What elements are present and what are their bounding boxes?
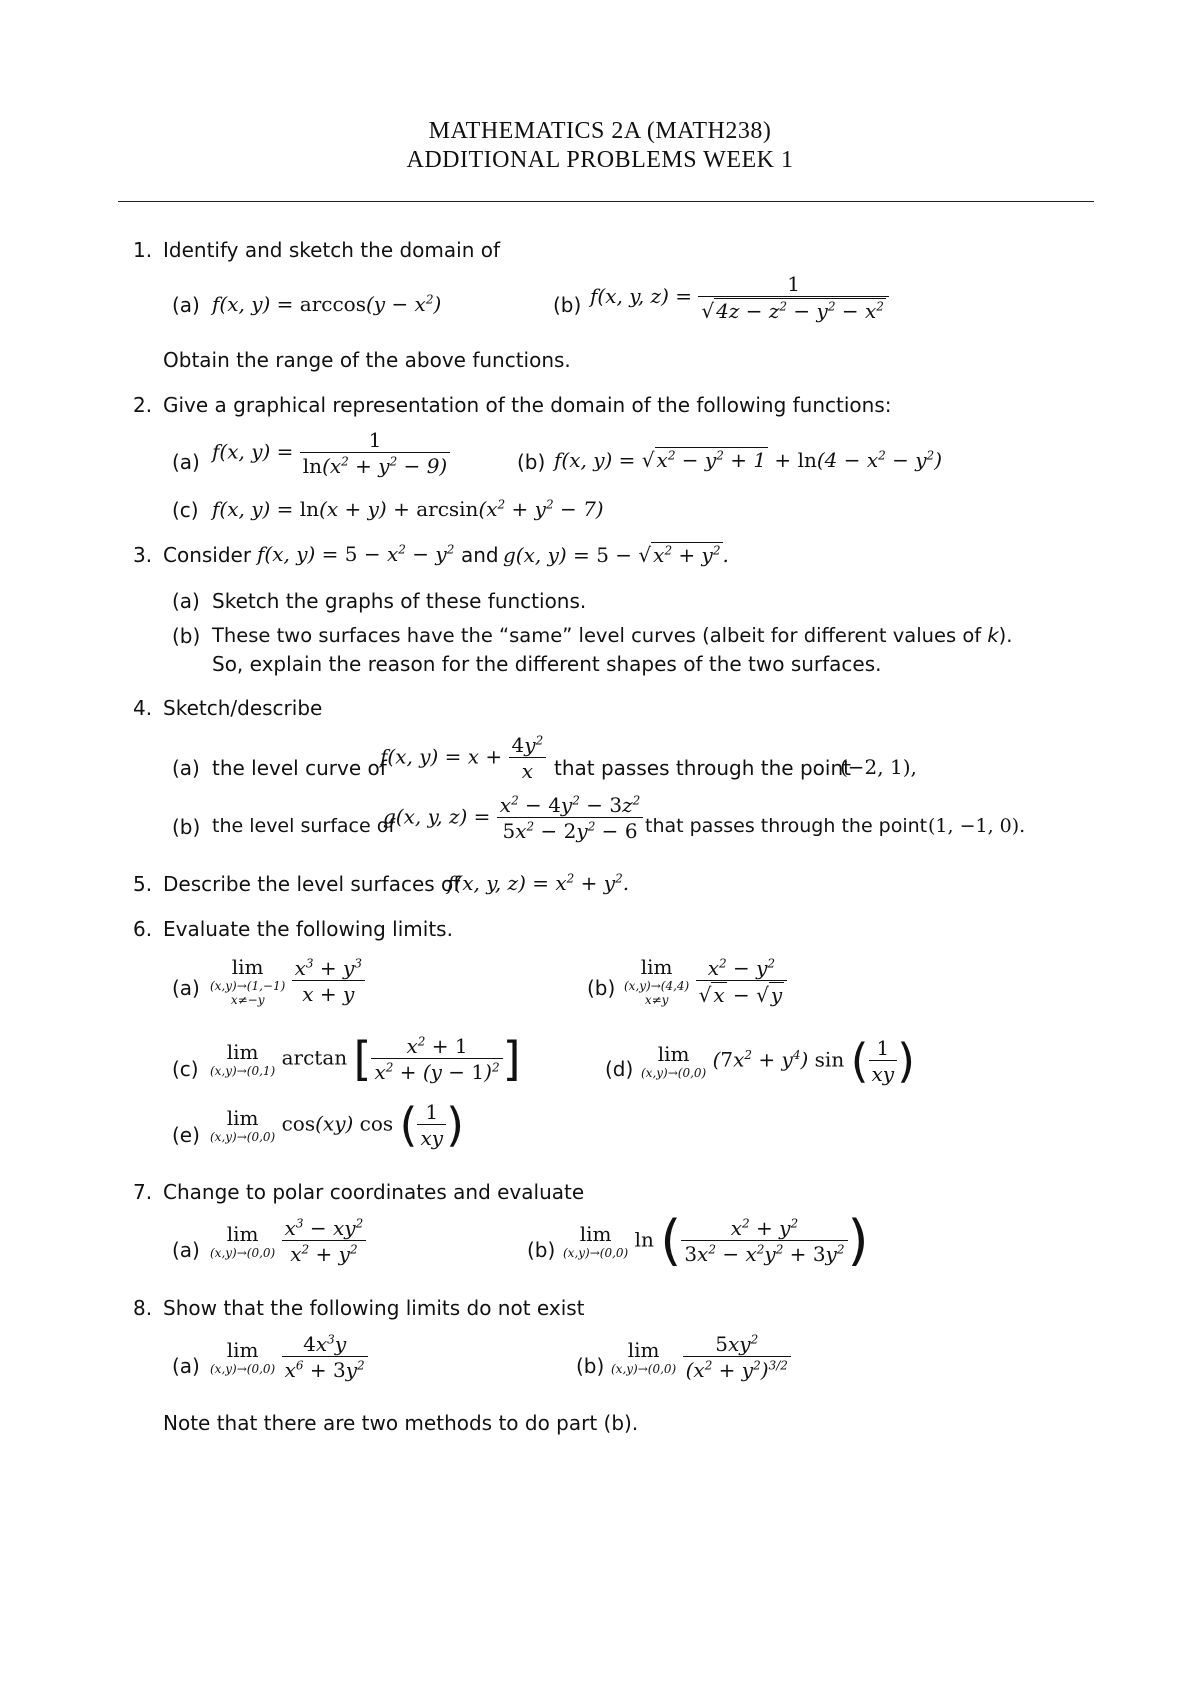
page-subtitle: ADDITIONAL PROBLEMS WEEK 1 (406, 147, 794, 173)
problem-4a-label: (a) (172, 756, 200, 780)
problem-2a-label: (a) (172, 450, 200, 474)
problem-7b-label: (b) (527, 1238, 556, 1262)
problem-3-formula-g: g(x, y) = 5 − √ $x^2 + y^2$ . (503, 543, 729, 567)
problem-4a-pre: the level curve of (212, 756, 387, 780)
problem-6-text: Evaluate the following limits. (163, 917, 453, 941)
problem-4b-post: that passes through the point (645, 815, 928, 837)
problem-3b-text-line2: So, explain the reason for the different shapes of the two surfaces. (212, 652, 882, 676)
problem-5-text: Describe the level surfaces of (163, 872, 461, 896)
problem-3a-text: Sketch the graphs of these functions. (212, 589, 587, 613)
problem-8b-formula: lim (x,y)→(0,0) $\frac{5xy^2}{(x^2 + y^2)^{3/2}}$ (611, 1332, 791, 1382)
problem-2-number: 2. (133, 393, 153, 417)
problem-6d-formula: lim (x,y)→(0,0) $(7x^2 + y^4)$ sin ( $\frac{1}{xy}$ ) (641, 1034, 916, 1088)
problem-8a-formula: lim (x,y)→(0,0) $\frac{4x^3y}{x^6 + 3y^2}$ (210, 1332, 368, 1382)
header-divider (118, 201, 1094, 202)
problem-8a-label: (a) (172, 1354, 200, 1378)
problem-6-number: 6. (133, 917, 153, 941)
problem-8-number: 8. (133, 1296, 153, 1320)
problem-1-text: Identify and sketch the domain of (163, 238, 501, 262)
problem-3-text: Consider (163, 543, 252, 567)
problem-7-number: 7. (133, 1180, 153, 1204)
problem-6e-formula: lim (x,y)→(0,0) cos(xy) cos ( $\frac{1}{xy}$ ) (210, 1098, 465, 1152)
problem-1-number: 1. (133, 238, 153, 262)
problem-8-note: Note that there are two methods to do part (b). (163, 1411, 639, 1435)
problem-8b-label: (b) (576, 1354, 605, 1378)
problem-6a-label: (a) (172, 976, 200, 1000)
problem-2b-formula: f(x, y) = √ $x^2 - y^2 + 1 + \ln(4 - x^2 - y^2)$ (554, 448, 942, 472)
problem-5-formula: f(x, y, $z) = x^2 + y^2$. (447, 871, 630, 895)
problem-4-text: Sketch/describe (163, 696, 323, 720)
problem-4b-label: (b) (172, 815, 201, 839)
problem-3-formula-f: f(x, $y) = 5 - x^2 - y^2$ (257, 542, 455, 566)
problem-6a-formula: lim (x,y)→(1,−1) x≠−y $\frac{x^3 + y^3}{x + y}$ (210, 955, 365, 1007)
problem-1b-formula: f(x, y, z) = $\frac{1}{√ 4z - z^2 - y^2 - x^2}$ (590, 272, 889, 323)
problem-4b-point: (1, −1, 0). (928, 815, 1026, 837)
problem-4a-point: (−2, 1), (840, 755, 917, 779)
problem-7a-formula: lim (x,y)→(0,0) $\frac{x^3 - xy^2}{x^2 + y^2}$ (210, 1216, 366, 1266)
problem-6b-label: (b) (587, 976, 616, 1000)
problem-3b-text-line1: These two surfaces have the “same” level curves (albeit for different values of k). (212, 624, 1013, 647)
problem-1b-label: (b) (553, 293, 582, 317)
problem-6d-label: (d) (605, 1057, 634, 1081)
problem-5-number: 5. (133, 872, 153, 896)
problem-6b-formula: lim (x,y)→(4,4) x≠y $\frac{x^2 - y^2}{√ x - √ y}$ (624, 955, 787, 1007)
problem-2b-label: (b) (517, 450, 546, 474)
problem-4a-formula: f(x, y) = x + $\frac{4y^2}{x}$ (380, 733, 546, 783)
problem-4b-formula: g(x, y, z) = $\frac{x^2 - 4y^2 - 3z^2}{5x^2 - 2y^2 - 6}$ (383, 793, 643, 843)
problem-3a-label: (a) (172, 589, 200, 613)
problem-2c-formula: f(x, $y) = \ln(x + y) + \arcsin(x^2 + y^2 - 7)$ (212, 497, 604, 521)
problem-1a-formula: f(x, $y) = \arccos(y - x^2)$ (212, 292, 442, 316)
problem-7b-formula: lim (x,y)→(0,0) ln ( $\frac{x^2 + y^2}{3x^2 - x^2y^2 + 3y^2}$ ) (563, 1209, 869, 1272)
problem-4-number: 4. (133, 696, 153, 720)
problem-6e-label: (e) (172, 1123, 200, 1147)
problem-6c-label: (c) (172, 1057, 199, 1081)
problem-7a-label: (a) (172, 1238, 200, 1262)
problem-2-text: Give a graphical representation of the domain of the following functions: (163, 393, 892, 417)
problem-3-and: and (461, 543, 499, 567)
problem-4b-pre: the level surface of (212, 815, 396, 837)
problem-2a-formula: f(x, y) = $\frac{1}{\ln(x^2 + y^2 - 9)}$ (212, 428, 450, 478)
problem-8-text: Show that the following limits do not exist (163, 1296, 585, 1320)
problem-2c-label: (c) (172, 498, 199, 522)
problem-3-number: 3. (133, 543, 153, 567)
problem-7-text: Change to polar coordinates and evaluate (163, 1180, 585, 1204)
problem-4a-post: that passes through the point (554, 756, 851, 780)
problem-6c-formula: lim (x,y)→(0,1) arctan [ $\frac{x^2 + 1}{x^2 + (y - 1)^2}$ ] (210, 1032, 521, 1086)
problem-1-note: Obtain the range of the above functions. (163, 348, 571, 372)
page-title: MATHEMATICS 2A (MATH238) (428, 118, 772, 144)
problem-1a-label: (a) (172, 293, 200, 317)
problem-3b-label: (b) (172, 624, 201, 648)
